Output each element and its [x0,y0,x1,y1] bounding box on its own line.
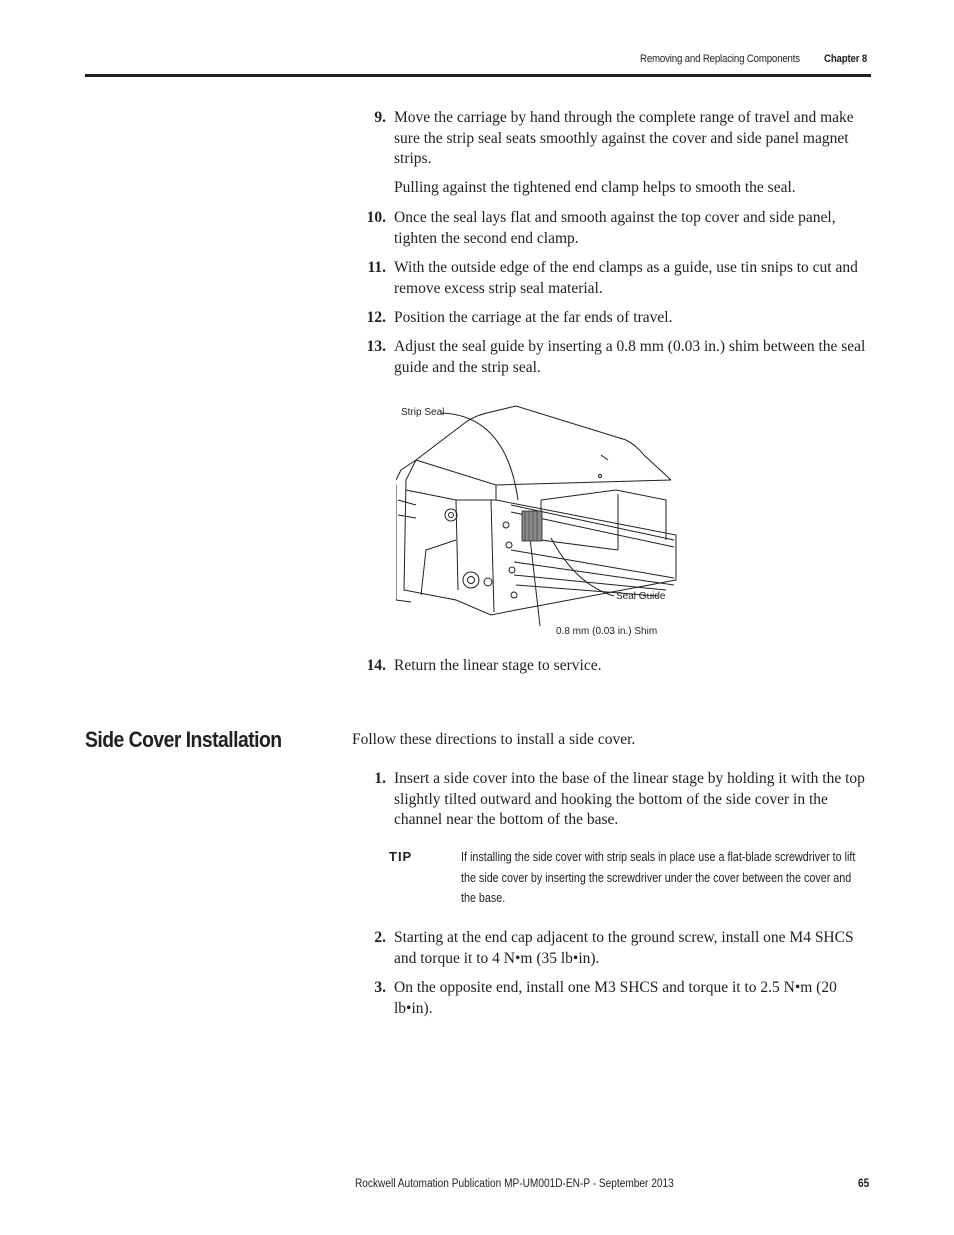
step-number: 1. [374,770,386,787]
step-text: With the outside edge of the end clamps as a guide, use tin snips to cut and remove excess strip seal material. [394,259,858,297]
header-rule [85,74,871,77]
step-text: Once the seal lays flat and smooth against the top cover and side panel, tighten the second end clamp. [394,209,836,247]
section-intro: Follow these directions to install a side cover. [352,731,636,748]
section-title: Side Cover Installation [85,727,282,752]
step-text: Move the carriage by hand through the complete range of travel and make sure the strip seal seats smoothly against the cover and side panel magnet strips. [394,109,854,167]
step-number: 13. [366,338,386,355]
strip-seal-figure [396,400,696,645]
step-number: 14. [366,657,386,674]
callout-strip-seal: Strip Seal [401,407,445,418]
page-number: 65 [858,1178,870,1190]
header-chapter: Chapter 8 [824,53,868,65]
footer-publication: Rockwell Automation Publication MP-UM001D-EN-P - September 2013 [355,1178,674,1190]
step-text: On the opposite end, install one M3 SHCS and torque it to 2.5 N•m (20 lb•in). [394,979,837,1017]
step-number: 12. [366,309,386,326]
step-number: 10. [366,209,386,226]
step-text: Starting at the end cap adjacent to the ground screw, install one M4 SHCS and torque it to 4 N•m (35 lb•in). [394,929,854,967]
tip-label: TIP [389,849,413,864]
step-9-note: Pulling against the tightened end clamp helps to smooth the seal. [394,179,796,196]
callout-seal-guide: Seal Guide [616,591,666,602]
step-number: 2. [374,929,386,946]
callout-shim: 0.8 mm (0.03 in.) Shim [556,626,658,637]
tip-text: If installing the side cover with strip seals in place use a flat-blade screwdriver to lift the side cover by inserting the screwdriver under the cover between the cover and the base. [461,850,856,905]
step-text: Insert a side cover into the base of the linear stage by holding it with the top slightly tilted outward and hooking the bottom of the side cover in the channel near the bottom of the base. [394,770,865,828]
step-text: Return the linear stage to service. [394,657,602,674]
step-number: 9. [374,109,386,126]
header-section-title: Removing and Replacing Components [640,53,800,65]
step-text: Position the carriage at the far ends of travel. [394,309,673,326]
step-number: 3. [374,979,386,996]
step-number: 11. [367,259,386,276]
step-text: Adjust the seal guide by inserting a 0.8 mm (0.03 in.) shim between the seal guide and the strip seal. [394,338,866,376]
